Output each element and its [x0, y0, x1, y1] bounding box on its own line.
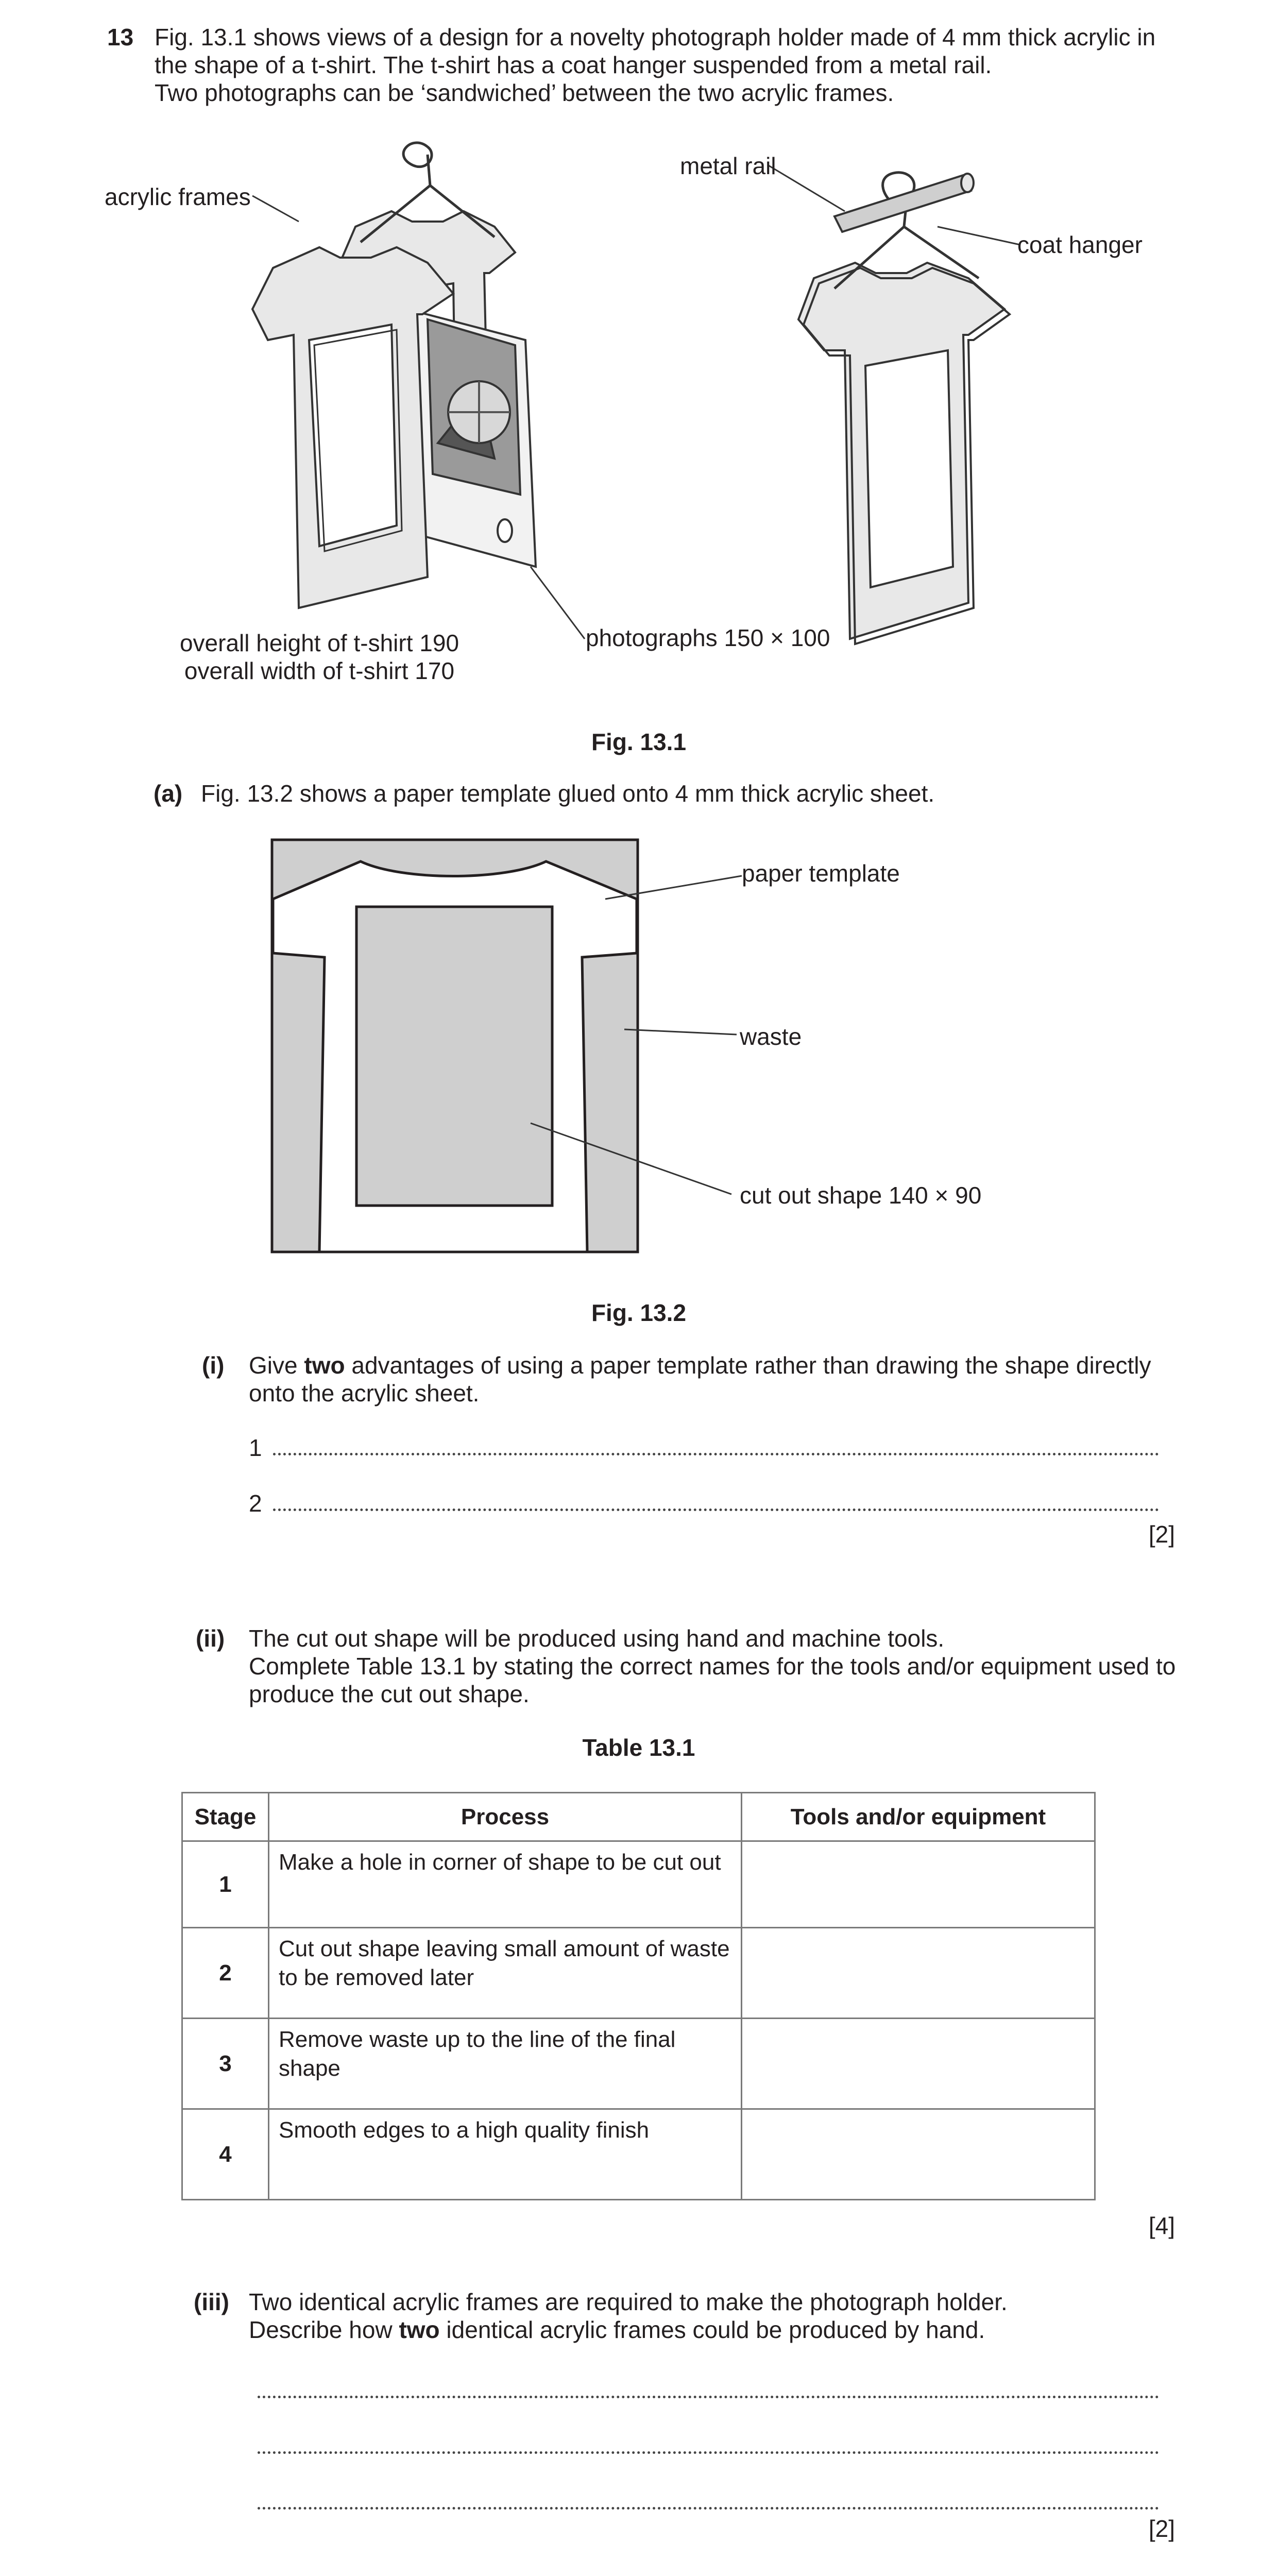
- label-waste: waste: [740, 1023, 802, 1050]
- a-i-text-line-1: Give two advantages of using a paper template rather than drawing the shape directly: [249, 1352, 1151, 1379]
- label-photographs: photographs 150 × 100: [586, 624, 830, 651]
- tools-answer-cell[interactable]: [742, 1928, 1095, 2019]
- intro-line-2: the shape of a t-shirt. The t-shirt has a coat hanger suspended from a metal rail.: [155, 52, 992, 78]
- a-iii-line-2: Describe how two identical acrylic frames could be produced by hand.: [249, 2316, 985, 2343]
- header-tools: Tools and/or equipment: [742, 1793, 1095, 1841]
- answer-line[interactable]: [258, 2451, 1159, 2454]
- label-overall-height: overall height of t-shirt 190: [179, 630, 459, 656]
- answer-line-1[interactable]: [273, 1453, 1159, 1455]
- part-a-label: (a): [154, 780, 183, 807]
- a-ii-line-3: produce the cut out shape.: [249, 1681, 530, 1707]
- label-coat-hanger: coat hanger: [1017, 231, 1143, 258]
- answer-number-1: 1: [249, 1434, 262, 1461]
- label-acrylic-frames: acrylic frames: [105, 183, 251, 210]
- fig-13-2-illustration: [0, 824, 1278, 1267]
- cut-out-shape: [356, 907, 552, 1206]
- label-overall-width: overall width of t-shirt 170: [184, 657, 455, 684]
- assembled-holder: [798, 263, 1010, 644]
- a-iii-line-1: Two identical acrylic frames are required to make the photograph holder.: [249, 2289, 1008, 2315]
- a-i-marks: [2]: [1148, 1521, 1175, 1548]
- process-cell: Make a hole in corner of shape to be cut out: [269, 1841, 742, 1928]
- tools-answer-cell[interactable]: [742, 1841, 1095, 1928]
- answer-line-2[interactable]: [273, 1509, 1159, 1511]
- table-row: [182, 1928, 1095, 2019]
- intro-line-3: Two photographs can be ‘sandwiched’ between the two acrylic frames.: [155, 79, 894, 106]
- answer-line[interactable]: [258, 2507, 1159, 2510]
- fig-13-2-caption: Fig. 13.2: [591, 1299, 687, 1326]
- a-iii-marks: [2]: [1148, 2515, 1175, 2542]
- table-row: [182, 2109, 1095, 2200]
- intro-line-1: Fig. 13.1 shows views of a design for a novelty photograph holder made of 4 mm thick acrylic in: [155, 24, 1156, 50]
- fig-13-1-caption: Fig. 13.1: [591, 728, 687, 755]
- table-row: [182, 2019, 1095, 2109]
- a-i-text-line-2: onto the acrylic sheet.: [249, 1380, 480, 1406]
- header-process: Process: [269, 1793, 742, 1841]
- a-iii-label: (iii): [194, 2289, 229, 2315]
- answer-number-2: 2: [249, 1490, 262, 1517]
- a-ii-label: (ii): [196, 1625, 225, 1652]
- stage-cell: 2: [182, 1928, 269, 2019]
- label-cut-out-shape: cut out shape 140 × 90: [740, 1182, 982, 1209]
- label-paper-template: paper template: [742, 860, 900, 887]
- header-stage: Stage: [182, 1793, 269, 1841]
- a-ii-line-1: The cut out shape will be produced using hand and machine tools.: [249, 1625, 945, 1652]
- tools-answer-cell[interactable]: [742, 2019, 1095, 2109]
- stage-cell: 4: [182, 2109, 269, 2200]
- a-ii-line-2: Complete Table 13.1 by stating the correct names for the tools and/or equipment used to: [249, 1653, 1176, 1680]
- part-a-text: Fig. 13.2 shows a paper template glued onto 4 mm thick acrylic sheet.: [201, 780, 935, 807]
- a-i-label: (i): [202, 1352, 225, 1379]
- question-number: 13: [107, 24, 134, 50]
- process-cell: Smooth edges to a high quality finish: [269, 2109, 742, 2200]
- stage-cell: 3: [182, 2019, 269, 2109]
- label-metal-rail: metal rail: [680, 152, 776, 179]
- process-cell: Cut out shape leaving small amount of waste to be removed later: [269, 1928, 742, 2019]
- process-cell: Remove waste up to the line of the final shape: [269, 2019, 742, 2109]
- a-ii-marks: [4]: [1148, 2212, 1175, 2239]
- answer-line[interactable]: [258, 2396, 1159, 2398]
- table-header-row: [182, 1793, 1095, 1841]
- table-13-1: [181, 1792, 1096, 2200]
- stage-cell: 1: [182, 1841, 269, 1928]
- table-13-1-title: Table 13.1: [582, 1734, 695, 1761]
- tools-answer-cell[interactable]: [742, 2109, 1095, 2200]
- table-row: [182, 1841, 1095, 1928]
